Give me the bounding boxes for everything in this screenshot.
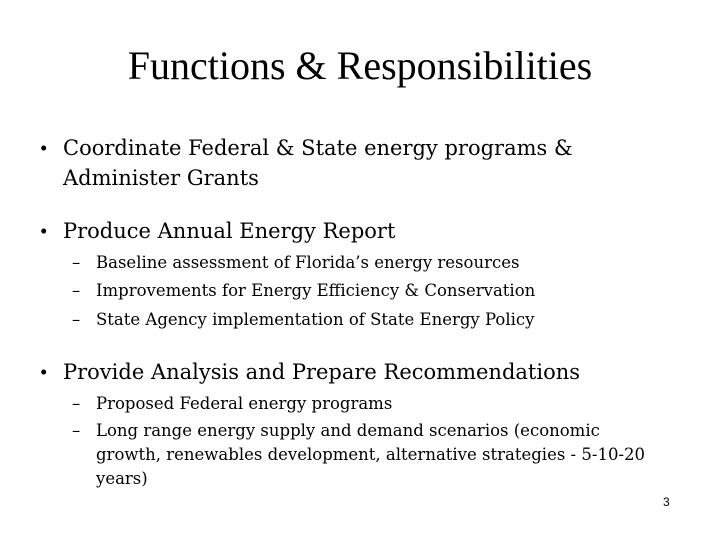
slide-title: Functions & Responsibilities bbox=[127, 43, 593, 88]
subitem-text-line: Improvements for Energy Efficiency & Conservation bbox=[96, 281, 536, 300]
subitem-text-line: State Agency implementation of State Energy Policy bbox=[96, 310, 535, 329]
page-number: 3 bbox=[663, 495, 670, 509]
bullet-marker: • bbox=[40, 219, 48, 243]
subitem-state-agency bbox=[72, 306, 676, 334]
subitem-federal-programs bbox=[72, 390, 676, 418]
subitem-text-line: growth, renewables development, alternative strategies - 5-10-20 bbox=[96, 445, 646, 464]
bullet-item-annual-report bbox=[40, 216, 643, 246]
subitem-text-line: Long range energy supply and demand scenarios (economic bbox=[96, 421, 600, 440]
bullet-text-line: Produce Annual Energy Report bbox=[63, 219, 396, 243]
bullet-text-line: Provide Analysis and Prepare Recommendations bbox=[63, 360, 581, 384]
bullet-text-line: Administer Grants bbox=[63, 166, 259, 190]
bullet-text-line: Coordinate Federal & State energy programs & bbox=[63, 136, 573, 160]
subitem-text-line: years) bbox=[96, 469, 148, 488]
dash-marker: – bbox=[72, 394, 81, 413]
dash-marker: – bbox=[72, 421, 81, 440]
bullet-item-coordinate bbox=[40, 133, 643, 193]
dash-marker: – bbox=[72, 281, 81, 300]
subitem-baseline bbox=[72, 249, 676, 277]
subitem-text-line: Baseline assessment of Florida’s energy resources bbox=[96, 253, 520, 272]
dash-marker: – bbox=[72, 253, 81, 272]
bullet-marker: • bbox=[40, 360, 48, 384]
subitem-text-line: Proposed Federal energy programs bbox=[96, 394, 393, 413]
subitem-long-range bbox=[72, 419, 676, 491]
dash-marker: – bbox=[72, 310, 81, 329]
bullet-item-analysis bbox=[40, 357, 643, 387]
subitem-efficiency bbox=[72, 277, 676, 305]
bullet-marker: • bbox=[40, 136, 48, 160]
